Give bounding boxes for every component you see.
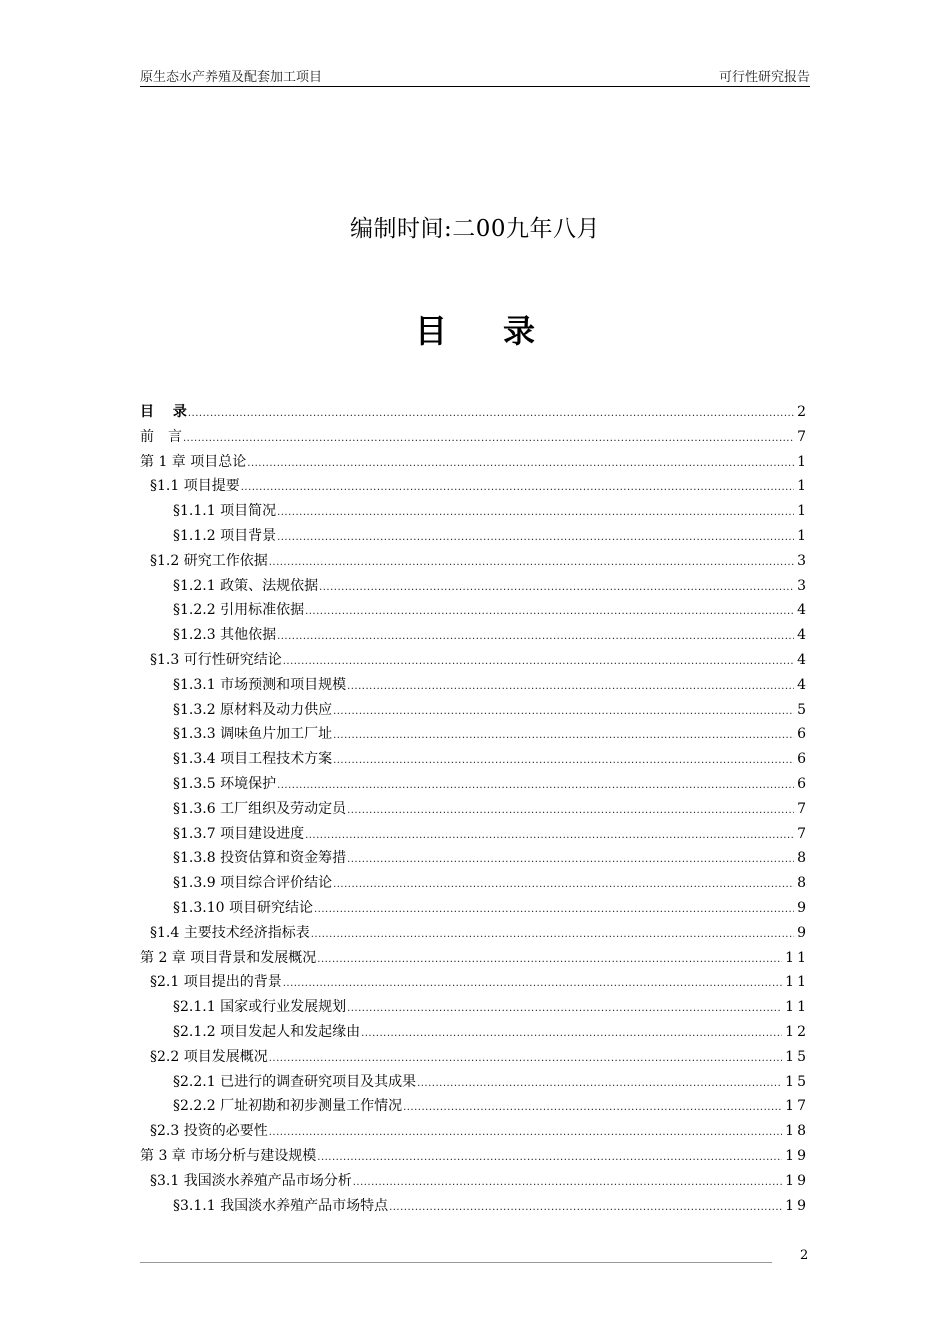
toc-entry-page: 12 (785, 1023, 809, 1040)
toc-entry-label: §1.1 项目提要 (150, 478, 240, 495)
toc-entry-page: 11 (785, 974, 809, 991)
toc-entry-label: §2.1 项目提出的背景 (150, 974, 282, 991)
toc-leader-dots (347, 799, 794, 824)
toc-entry-page: 11 (785, 999, 809, 1016)
toc-entry-page: 4 (797, 651, 809, 668)
toc-leader-dots (311, 923, 794, 948)
toc-entry-page: 2 (797, 404, 809, 420)
toc-entry-page: 15 (785, 1073, 809, 1090)
toc-entry-label: §1.3.10 项目研究结论 (173, 899, 313, 916)
toc-entry[interactable] (140, 574, 809, 599)
toc-entry[interactable] (140, 1070, 809, 1095)
toc-entry[interactable] (140, 1020, 809, 1045)
toc-entry-page: 9 (797, 899, 809, 916)
toc-entry[interactable] (140, 648, 809, 673)
toc-entry-label: §1.3.6 工厂组织及劳动定员 (173, 800, 347, 817)
toc-entry-page: 11 (785, 949, 809, 966)
toc-leader-dots (333, 873, 794, 898)
toc-entry[interactable] (140, 772, 809, 797)
toc-entry-label: 第 2 章 项目背景和发展概况 (140, 949, 317, 966)
toc-entry[interactable] (140, 673, 809, 698)
toc-entry-label: §2.1.1 国家或行业发展规划 (173, 999, 347, 1016)
toc-leader-dots (417, 1072, 782, 1097)
toc-entry-label: §1.3 可行性研究结论 (150, 651, 282, 668)
toc-entry-page: 15 (785, 1048, 809, 1065)
toc-entry[interactable] (140, 474, 809, 499)
header-report-type: 可行性研究报告 (718, 70, 810, 85)
toc-leader-dots (305, 600, 794, 625)
toc-entry[interactable] (140, 1045, 809, 1070)
toc-leader-dots (389, 1196, 782, 1221)
toc-entry-page: 6 (797, 775, 809, 792)
toc-entry-label: §1.3.1 市场预测和项目规模 (173, 676, 347, 693)
toc-heading (0, 306, 950, 352)
toc-entry[interactable] (140, 797, 809, 822)
toc-entry[interactable] (140, 946, 809, 971)
toc-leader-dots (188, 402, 794, 427)
toc-entry-page: 4 (797, 676, 809, 693)
toc-leader-dots (319, 576, 794, 601)
toc-entry-label: §2.1.2 项目发起人和发起缘由 (173, 1023, 361, 1040)
toc-entry[interactable] (140, 1094, 809, 1119)
toc-leader-dots (269, 551, 794, 576)
toc-entry-page: 7 (797, 428, 809, 445)
toc-entry-page: 3 (797, 577, 809, 594)
toc-leader-dots (347, 675, 794, 700)
footer-divider (140, 1262, 772, 1263)
toc-entry-label: §1.1.2 项目背景 (173, 527, 277, 544)
toc-entry[interactable] (140, 822, 809, 847)
toc-entry-label: §1.2.2 引用标准依据 (173, 602, 305, 619)
toc-leader-dots (269, 1121, 782, 1146)
toc-entry-page: 3 (797, 552, 809, 569)
toc-entry-page: 9 (797, 924, 809, 941)
table-of-contents (140, 400, 809, 1218)
toc-entry-page: 1 (797, 527, 809, 544)
toc-leader-dots (353, 1171, 782, 1196)
toc-entry-page: 6 (797, 751, 809, 768)
toc-entry-label: §1.2 研究工作依据 (150, 552, 268, 569)
toc-entry-page: 5 (797, 701, 809, 718)
toc-leader-dots (283, 650, 794, 675)
toc-entry-label: 目 录 (140, 404, 187, 420)
toc-entry-label: 第 3 章 市场分析与建设规模 (140, 1147, 317, 1164)
toc-entry-label: §1.3.9 项目综合评价结论 (173, 875, 333, 892)
toc-entry-page: 4 (797, 602, 809, 619)
toc-heading-char-2: 录 (503, 312, 536, 350)
compile-date: 编制时间:二00九年八月 (349, 216, 600, 242)
toc-entry-page: 7 (797, 800, 809, 817)
toc-entry-label: §1.2.1 政策、法规依据 (173, 577, 319, 594)
toc-entry-page: 1 (797, 478, 809, 495)
toc-entry-label: §1.4 主要技术经济指标表 (150, 924, 310, 941)
toc-entry[interactable] (140, 846, 809, 871)
toc-entry-label: §1.3.5 环境保护 (173, 775, 277, 792)
toc-leader-dots (314, 898, 794, 923)
toc-entry-label: §1.3.3 调味鱼片加工厂址 (173, 726, 333, 743)
toc-entry[interactable] (140, 871, 809, 896)
toc-entry-label: §2.3 投资的必要性 (150, 1123, 268, 1140)
toc-entry[interactable] (140, 970, 809, 995)
toc-entry-label: §1.1.1 项目简况 (173, 503, 277, 520)
toc-entry-label: §1.3.4 项目工程技术方案 (173, 751, 333, 768)
toc-leader-dots (241, 476, 794, 501)
toc-entry[interactable] (140, 425, 809, 450)
toc-entry-page: 19 (785, 1172, 809, 1189)
toc-entry[interactable] (140, 1169, 809, 1194)
toc-entry-page: 8 (797, 850, 809, 867)
toc-leader-dots (333, 724, 794, 749)
page-header (140, 66, 810, 87)
toc-entry-label: 第 1 章 项目总论 (140, 453, 247, 470)
toc-entry-page: 19 (785, 1147, 809, 1164)
toc-entry[interactable] (140, 722, 809, 747)
toc-entry-page: 7 (797, 825, 809, 842)
toc-leader-dots (317, 948, 782, 973)
toc-entry-label: 前 言 (140, 428, 182, 445)
toc-entry-page: 19 (785, 1197, 809, 1214)
toc-leader-dots (305, 824, 794, 849)
toc-entry[interactable] (140, 1119, 809, 1144)
toc-leader-dots (283, 972, 782, 997)
toc-entry-label: §3.1 我国淡水养殖产品市场分析 (150, 1172, 352, 1189)
toc-entry-page: 8 (797, 875, 809, 892)
toc-entry[interactable] (140, 499, 809, 524)
toc-leader-dots (403, 1096, 782, 1121)
toc-leader-dots (277, 625, 794, 650)
toc-entry[interactable] (140, 623, 809, 648)
toc-leader-dots (347, 997, 782, 1022)
toc-leader-dots (347, 848, 794, 873)
toc-entry-label: §1.3.7 项目建设进度 (173, 825, 305, 842)
toc-entry[interactable] (140, 598, 809, 623)
toc-entry[interactable] (140, 896, 809, 921)
toc-entry[interactable] (140, 1144, 809, 1169)
toc-entry-page: 6 (797, 726, 809, 743)
toc-leader-dots (247, 452, 794, 477)
toc-leader-dots (277, 501, 794, 526)
toc-entry[interactable] (140, 698, 809, 723)
toc-entry-label: §2.2.2 厂址初勘和初步测量工作情况 (173, 1098, 403, 1115)
footer-page-number: 2 (800, 1248, 809, 1263)
toc-entry[interactable] (140, 995, 809, 1020)
toc-leader-dots (361, 1022, 782, 1047)
toc-leader-dots (333, 749, 794, 774)
toc-entry-label: §1.3.8 投资估算和资金筹措 (173, 850, 347, 867)
toc-entry-label: §1.2.3 其他依据 (173, 627, 277, 644)
toc-entry[interactable] (140, 524, 809, 549)
toc-entry-label: §1.3.2 原材料及动力供应 (173, 701, 333, 718)
toc-leader-dots (333, 700, 794, 725)
toc-entry-label: §3.1.1 我国淡水养殖产品市场特点 (173, 1197, 389, 1214)
toc-entry[interactable] (140, 549, 809, 574)
toc-entry-label: §2.2.1 已进行的调查研究项目及其成果 (173, 1073, 417, 1090)
toc-entry-page: 17 (785, 1098, 809, 1115)
toc-entry-page: 1 (797, 503, 809, 520)
toc-entry-page: 18 (785, 1123, 809, 1140)
toc-entry[interactable] (140, 747, 809, 772)
toc-leader-dots (183, 427, 794, 452)
toc-entry[interactable] (140, 1194, 809, 1219)
toc-leader-dots (277, 774, 794, 799)
toc-leader-dots (317, 1146, 782, 1171)
toc-entry-label: §2.2 项目发展概况 (150, 1048, 268, 1065)
toc-leader-dots (269, 1047, 782, 1072)
toc-entry[interactable] (140, 450, 809, 475)
toc-entry[interactable] (140, 400, 809, 425)
toc-entry[interactable] (140, 921, 809, 946)
toc-entry-page: 1 (797, 453, 809, 470)
header-project-title: 原生态水产养殖及配套加工项目 (140, 70, 323, 85)
toc-leader-dots (277, 526, 794, 551)
toc-entry-page: 4 (797, 627, 809, 644)
toc-heading-char-1: 目 (414, 312, 447, 350)
